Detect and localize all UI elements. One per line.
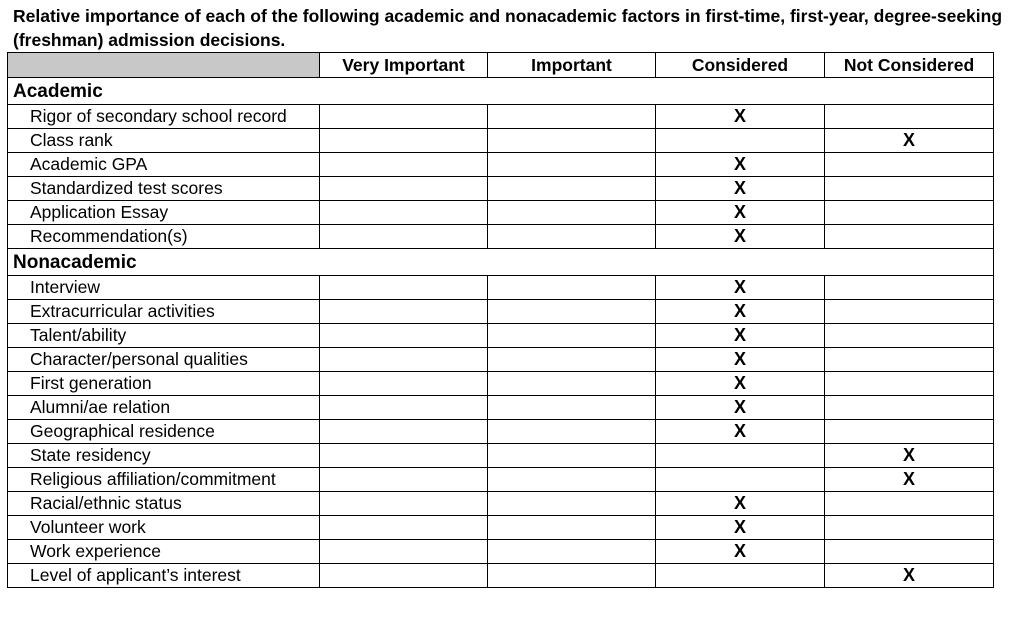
section-header: Academic: [8, 78, 994, 105]
factor-label: Racial/ethnic status: [8, 492, 320, 516]
rating-cell-not-considered: X: [825, 444, 994, 468]
rating-cell-considered: [656, 444, 825, 468]
factor-label: Academic GPA: [8, 153, 320, 177]
table-row: [8, 420, 994, 444]
rating-cell-considered: X: [656, 492, 825, 516]
rating-cell-considered: X: [656, 177, 825, 201]
rating-cell-considered: X: [656, 348, 825, 372]
factor-label: State residency: [8, 444, 320, 468]
rating-cell-not-considered: X: [825, 129, 994, 153]
section-header-row: [8, 249, 994, 276]
rating-cell-not-considered: [825, 300, 994, 324]
rating-cell-very-important: [320, 348, 488, 372]
rating-cell-very-important: [320, 201, 488, 225]
rating-cell-considered: X: [656, 225, 825, 249]
rating-cell-not-considered: [825, 540, 994, 564]
rating-cell-very-important: [320, 225, 488, 249]
admission-factors-table: [7, 52, 994, 588]
factor-label: Interview: [8, 276, 320, 300]
rating-cell-very-important: [320, 276, 488, 300]
rating-cell-not-considered: [825, 105, 994, 129]
rating-cell-not-considered: X: [825, 468, 994, 492]
factor-label: First generation: [8, 372, 320, 396]
table-row: [8, 201, 994, 225]
rating-cell-not-considered: [825, 225, 994, 249]
rating-cell-not-considered: [825, 348, 994, 372]
rating-cell-important: [488, 492, 656, 516]
rating-cell-very-important: [320, 396, 488, 420]
rating-cell-very-important: [320, 105, 488, 129]
factor-label: Level of applicant’s interest: [8, 564, 320, 588]
table-title: Relative importance of each of the following academic and nonacademic factors in first-time, first-year, degree-seeking (freshman) admission decisions.: [13, 6, 1003, 50]
table-row: [8, 225, 994, 249]
table-row: [8, 516, 994, 540]
rating-cell-not-considered: [825, 153, 994, 177]
rating-cell-very-important: [320, 564, 488, 588]
rating-cell-considered: X: [656, 300, 825, 324]
column-header-important: Important: [488, 53, 656, 78]
rating-cell-not-considered: [825, 324, 994, 348]
rating-cell-considered: X: [656, 372, 825, 396]
rating-cell-considered: X: [656, 201, 825, 225]
rating-cell-considered: X: [656, 276, 825, 300]
rating-cell-important: [488, 201, 656, 225]
factor-label: Alumni/ae relation: [8, 396, 320, 420]
rating-cell-considered: [656, 564, 825, 588]
factor-label: Standardized test scores: [8, 177, 320, 201]
rating-cell-important: [488, 177, 656, 201]
table-row: [8, 324, 994, 348]
rating-cell-important: [488, 324, 656, 348]
rating-cell-important: [488, 372, 656, 396]
rating-cell-not-considered: [825, 177, 994, 201]
table-row: [8, 300, 994, 324]
factor-label: Geographical residence: [8, 420, 320, 444]
table-row: [8, 153, 994, 177]
section-header: Nonacademic: [8, 249, 994, 276]
rating-cell-not-considered: [825, 396, 994, 420]
rating-cell-not-considered: [825, 372, 994, 396]
rating-cell-very-important: [320, 468, 488, 492]
rating-cell-very-important: [320, 516, 488, 540]
table-row: [8, 129, 994, 153]
rating-cell-important: [488, 564, 656, 588]
factor-label: Extracurricular activities: [8, 300, 320, 324]
table-row: [8, 468, 994, 492]
column-header-considered: Considered: [656, 53, 825, 78]
rating-cell-very-important: [320, 492, 488, 516]
column-header-row: [8, 53, 994, 78]
rating-cell-considered: X: [656, 324, 825, 348]
factor-label: Rigor of secondary school record: [8, 105, 320, 129]
table-row: [8, 372, 994, 396]
table-row: [8, 492, 994, 516]
column-header-very-important: Very Important: [320, 53, 488, 78]
rating-cell-not-considered: [825, 201, 994, 225]
rating-cell-considered: X: [656, 420, 825, 444]
rating-cell-very-important: [320, 444, 488, 468]
rating-cell-important: [488, 300, 656, 324]
table-row: [8, 177, 994, 201]
rating-cell-important: [488, 516, 656, 540]
rating-cell-considered: [656, 468, 825, 492]
table-row: [8, 348, 994, 372]
rating-cell-not-considered: [825, 420, 994, 444]
rating-cell-very-important: [320, 540, 488, 564]
rating-cell-very-important: [320, 372, 488, 396]
rating-cell-considered: X: [656, 396, 825, 420]
rating-cell-important: [488, 540, 656, 564]
rating-cell-not-considered: [825, 276, 994, 300]
rating-cell-considered: X: [656, 105, 825, 129]
header-blank-cell: [8, 53, 320, 78]
rating-cell-not-considered: [825, 492, 994, 516]
rating-cell-considered: X: [656, 153, 825, 177]
factor-label: Recommendation(s): [8, 225, 320, 249]
factor-label: Application Essay: [8, 201, 320, 225]
table-row: [8, 396, 994, 420]
rating-cell-important: [488, 225, 656, 249]
rating-cell-important: [488, 444, 656, 468]
factor-label: Work experience: [8, 540, 320, 564]
rating-cell-important: [488, 276, 656, 300]
rating-cell-important: [488, 396, 656, 420]
rating-cell-important: [488, 468, 656, 492]
table-row: [8, 276, 994, 300]
rating-cell-considered: X: [656, 516, 825, 540]
factor-label: Volunteer work: [8, 516, 320, 540]
table-row: [8, 444, 994, 468]
rating-cell-important: [488, 420, 656, 444]
rating-cell-very-important: [320, 324, 488, 348]
rating-cell-considered: X: [656, 540, 825, 564]
table-row: [8, 564, 994, 588]
rating-cell-very-important: [320, 300, 488, 324]
rating-cell-not-considered: [825, 516, 994, 540]
rating-cell-very-important: [320, 153, 488, 177]
factor-label: Talent/ability: [8, 324, 320, 348]
rating-cell-very-important: [320, 177, 488, 201]
rating-cell-considered: [656, 129, 825, 153]
factor-label: Character/personal qualities: [8, 348, 320, 372]
section-header-row: [8, 78, 994, 105]
rating-cell-important: [488, 105, 656, 129]
rating-cell-very-important: [320, 420, 488, 444]
rating-cell-important: [488, 153, 656, 177]
column-header-not-considered: Not Considered: [825, 53, 994, 78]
rating-cell-important: [488, 348, 656, 372]
factor-label: Class rank: [8, 129, 320, 153]
table-row: [8, 540, 994, 564]
table-row: [8, 105, 994, 129]
rating-cell-very-important: [320, 129, 488, 153]
factor-label: Religious affiliation/commitment: [8, 468, 320, 492]
rating-cell-important: [488, 129, 656, 153]
rating-cell-not-considered: X: [825, 564, 994, 588]
